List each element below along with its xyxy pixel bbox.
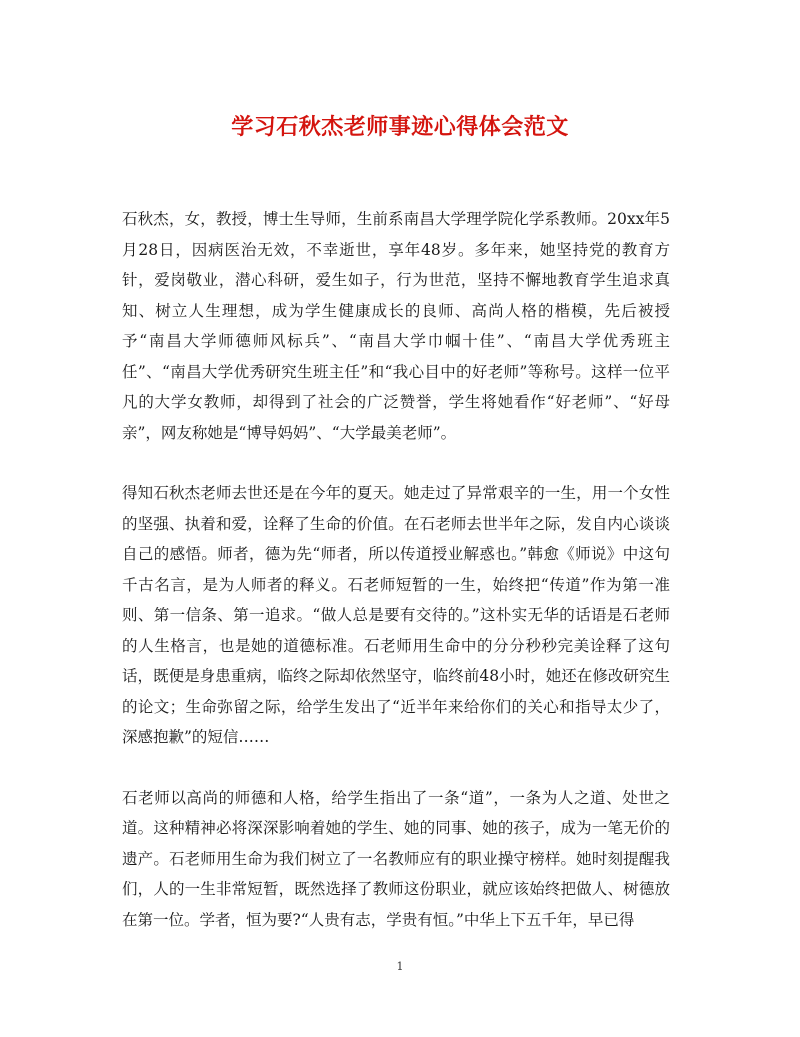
- document-title: 学习石秋杰老师事迹心得体会范文: [231, 114, 569, 140]
- paragraph-3: 石老师以高尚的师德和人格，给学生指出了一条“道”，一条为人之道、处世之道。这种精神必将深深影响着她的学生、她的同事、她的孩子，成为一笔无价的遗产。石老师用生命为我们树立了一名教师应有的职业操守榜样。她时刻提醒我们，人的一生非常短暂，既然选择了教师这份职业，就应该始终把做人、树德放在第一位。学者，恒为要?“人贵有志，学贵有恒。”中华上下五千年，早已得: [122, 788, 670, 929]
- page-number: 1: [396, 960, 404, 973]
- paragraph-1: 石秋杰，女，教授，博士生导师，生前系南昌大学理学院化学系教师。20xx年5月28日，因病医治无效，不幸逝世，享年48岁。多年来，她坚持党的教育方针，爱岗敬业，潜心科研，爱生如子，行为世范，坚持不懈地教育学生追求真知、树立人生理想，成为学生健康成长的良师、高尚人格的楷模，先后被授予“南昌大学师德师风标兵”、“南昌大学巾帼十佳”、“南昌大学优秀班主任”、“南昌大学优秀研究生班主任”和“我心目中的好老师”等称号。这样一位平凡的大学女教师，却得到了社会的广泛赞誉，学生将她看作“好老师”、“好母亲”，网友称她是“博导妈妈”、“大学最美老师”。: [122, 210, 670, 442]
- paragraph-2: 得知石秋杰老师去世还是在今年的夏天。她走过了异常艰辛的一生，用一个女性的坚强、执着和爱，诠释了生命的价值。在石老师去世半年之际，发自内心谈谈自己的感悟。师者，德为先“师者，所以传道授业解惑也。”韩愈《师说》中这句千古名言，是为人师者的释义。石老师短暂的一生，始终把“传道”作为第一准则、第一信条、第一追求。“做人总是要有交待的。”这朴实无华的话语是石老师的人生格言，也是她的道德标准。石老师用生命中的分分秒秒完美诠释了这句话，既便是身患重病，临终之际却依然坚守，临终前48小时，她还在修改研究生的论文；生命弥留之际，给学生发出了“近半年来给你们的关心和指导太少了，深感抱歉”的短信……: [122, 484, 670, 746]
- document-body: [122, 204, 670, 935]
